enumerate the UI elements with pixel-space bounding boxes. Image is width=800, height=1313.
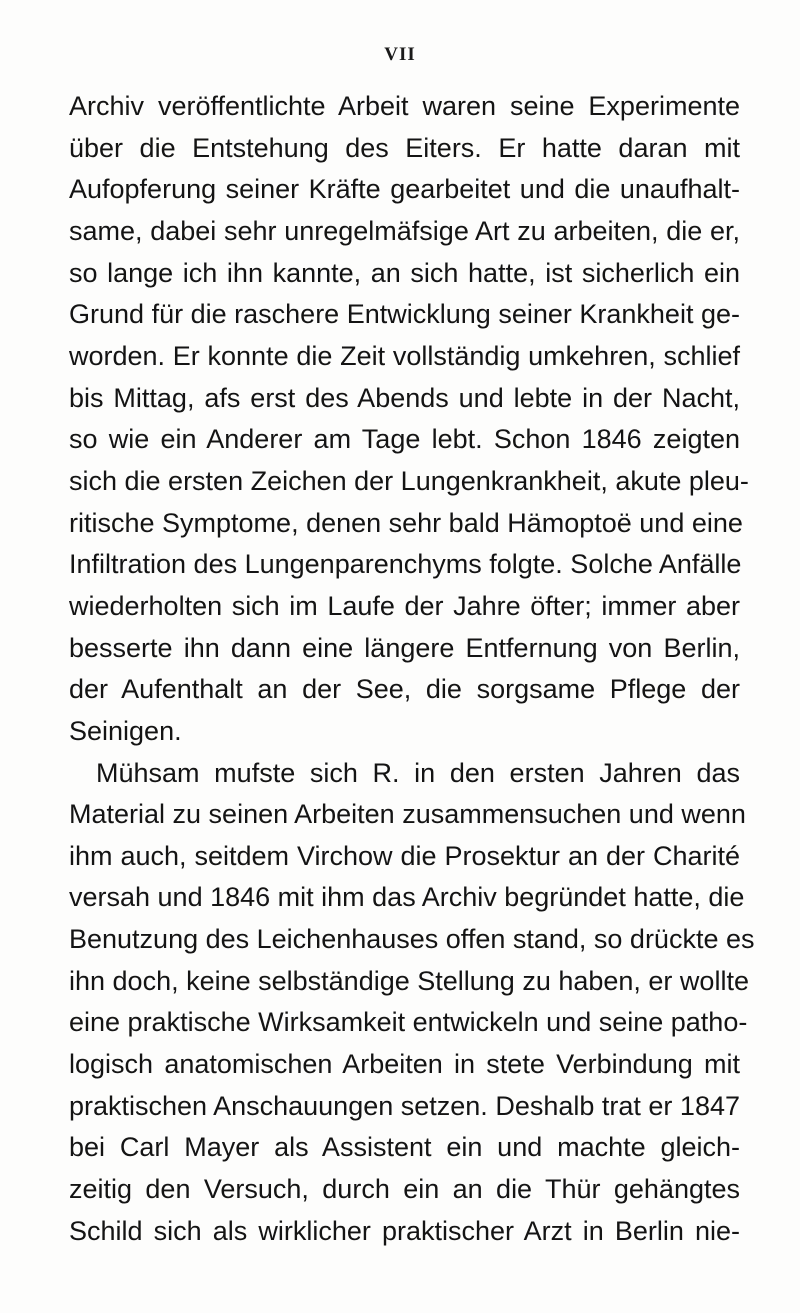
text-line: Grund für die raschere Entwicklung seiner Krankheit ge- — [69, 299, 740, 330]
text-line: ritische Symptome, denen sehr bald Hämoptoë und eine — [69, 507, 743, 538]
text-line: Benutzung des Leichenhauses offen stand, so drückte es — [69, 924, 755, 955]
text-line: wiederholten sich im Laufe der Jahre öfter; immer aber — [69, 590, 740, 621]
text-line: so lange ich ihn kannte, an sich hatte, ist sicherlich ein — [69, 257, 740, 288]
text-line: zeitig den Versuch, durch ein an die Thür gehängtes — [69, 1174, 740, 1205]
text-line: praktischen Anschauungen setzen. Deshalb trat er 1847 — [69, 1090, 740, 1121]
paragraph-end-line: Seinigen. — [69, 715, 182, 746]
text-line: worden. Er konnte die Zeit vollständig umkehren, schlief — [69, 340, 740, 371]
text-line: bis Mittag, afs erst des Abends und lebte in der Nacht, — [69, 382, 740, 413]
text-line: ihm auch, seitdem Virchow die Prosektur an der Charité — [69, 840, 740, 871]
body-text — [69, 86, 755, 1252]
text-line: eine praktische Wirksamkeit entwickeln und seine patho- — [69, 1007, 748, 1038]
text-line: Schild sich als wirklicher praktischer Arzt in Berlin nie- — [69, 1215, 740, 1246]
text-line: Aufopferung seiner Kräfte gearbeitet und die unaufhalt- — [69, 174, 740, 205]
text-line: so wie ein Anderer am Tage lebt. Schon 1846 zeigten — [69, 424, 740, 455]
text-line: versah und 1846 mit ihm das Archiv begründet hatte, die — [69, 882, 745, 913]
text-line: Infiltration des Lungenparenchyms folgte. Solche Anfälle — [69, 549, 742, 580]
text-line: Archiv veröffentlichte Arbeit waren seine Experimente — [69, 91, 740, 121]
text-line: der Aufenthalt an der See, die sorgsame Pflege der — [69, 674, 740, 705]
text-line: same, dabei sehr unregelmäfsige Art zu arbeiten, die er, — [69, 215, 740, 246]
text-line: sich die ersten Zeichen der Lungenkrankheit, akute pleu- — [69, 465, 749, 496]
text-line: besserte ihn dann eine längere Entfernung von Berlin, — [69, 632, 740, 663]
page-number: VII — [384, 44, 416, 65]
text-line: über die Entstehung des Eiters. Er hatte daran mit — [69, 132, 740, 163]
text-line: Material zu seinen Arbeiten zusammensuchen und wenn — [69, 799, 746, 830]
text-line: ihn doch, keine selbständige Stellung zu haben, er wollte — [69, 965, 749, 996]
text-line: bei Carl Mayer als Assistent ein und machte gleich- — [69, 1132, 740, 1163]
text-line: logisch anatomischen Arbeiten in stete Verbindung mit — [69, 1049, 740, 1080]
paragraph-start-line: Mühsam mufste sich R. in den ersten Jahren das — [96, 757, 740, 788]
